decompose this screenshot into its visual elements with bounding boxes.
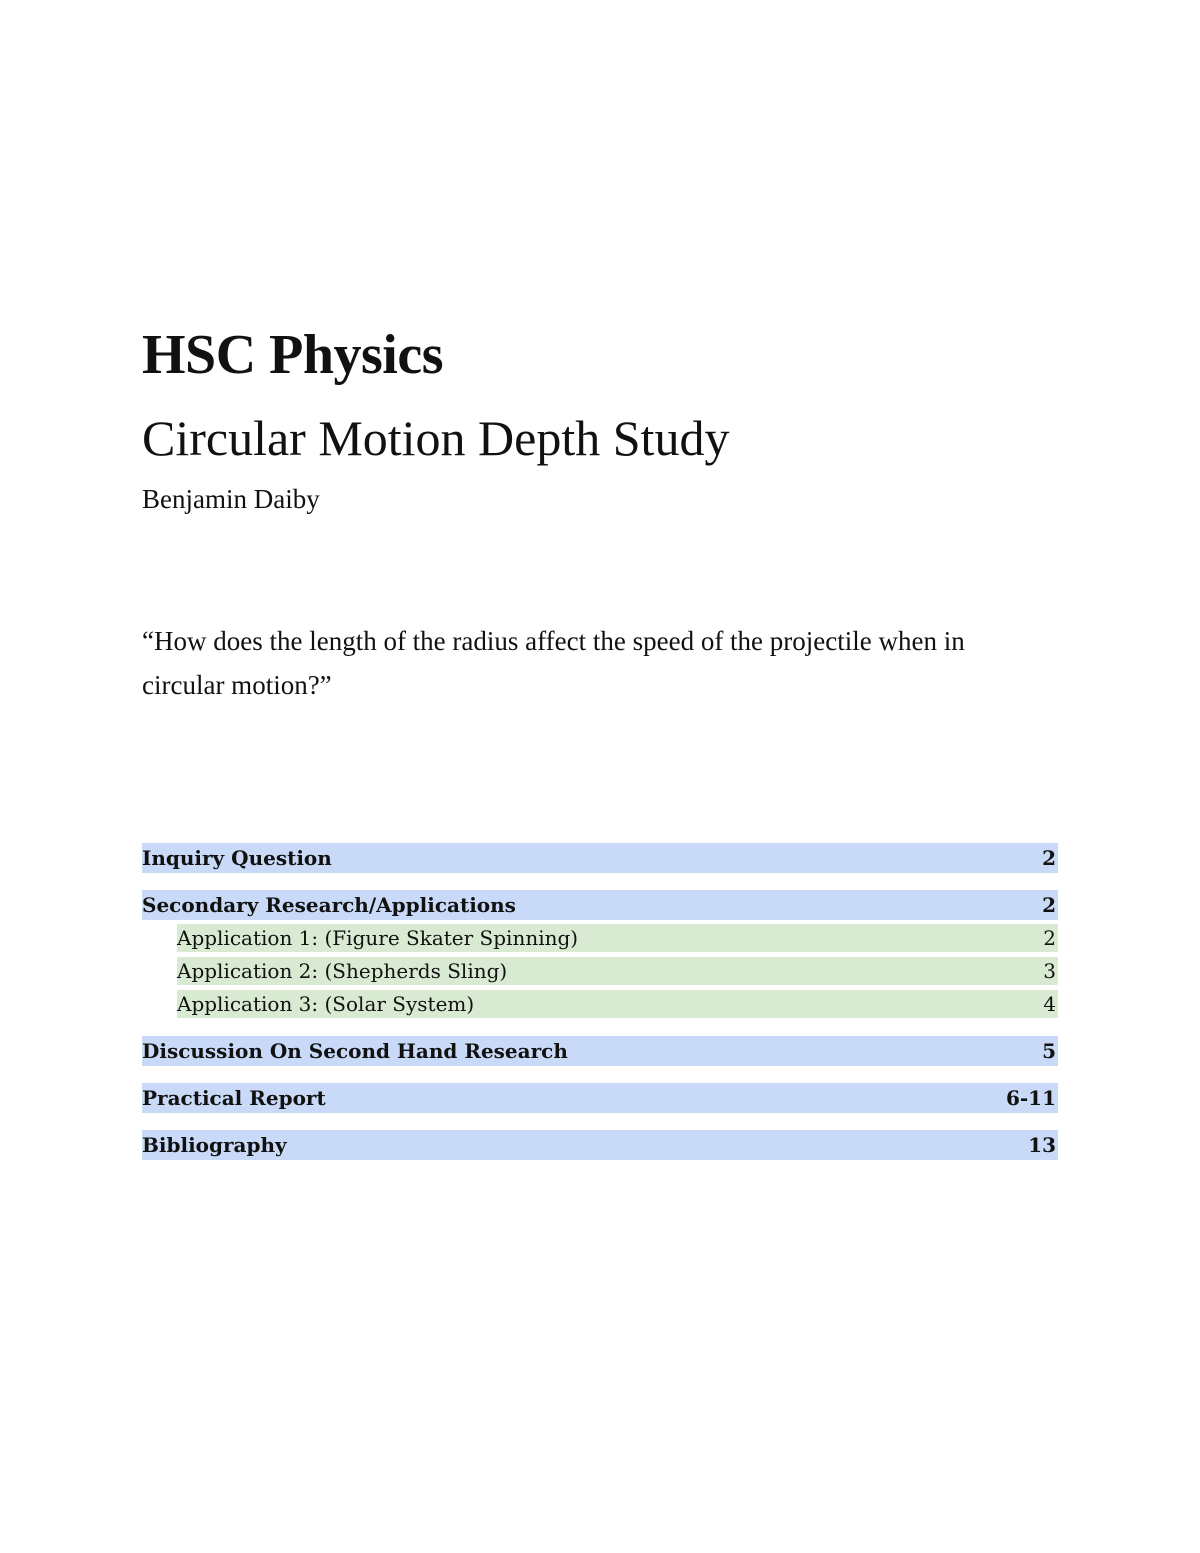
toc-entry-page: 2 <box>1043 926 1056 950</box>
toc-entry-page: 2 <box>1042 846 1056 870</box>
toc-entry-label: Discussion On Second Hand Research <box>142 1039 568 1063</box>
table-of-contents <box>142 843 1058 1160</box>
toc-entry-application-2[interactable] <box>177 957 1058 985</box>
toc-entry-application-1[interactable] <box>177 924 1058 952</box>
document-subtitle: Circular Motion Depth Study <box>142 410 730 466</box>
toc-entry-secondary-research[interactable] <box>142 890 1058 920</box>
toc-entry-label: Application 3: (Solar System) <box>177 992 475 1016</box>
toc-entry-page: 13 <box>1028 1133 1056 1157</box>
document-title: HSC Physics <box>142 324 443 386</box>
toc-entry-page: 3 <box>1043 959 1056 983</box>
toc-entry-bibliography[interactable] <box>142 1130 1058 1160</box>
toc-entry-page: 6-11 <box>1005 1086 1056 1110</box>
toc-entry-label: Practical Report <box>142 1086 326 1110</box>
toc-entry-page: 4 <box>1043 992 1056 1016</box>
toc-entry-page: 2 <box>1042 893 1056 917</box>
document-author: Benjamin Daiby <box>142 484 320 514</box>
toc-entry-label: Bibliography <box>142 1133 287 1157</box>
toc-entry-label: Application 2: (Shepherds Sling) <box>177 959 508 983</box>
toc-entry-page: 5 <box>1042 1039 1056 1063</box>
inquiry-question-text: “How does the length of the radius affect the speed of the projectile when in circular motion?” <box>142 626 965 700</box>
toc-entry-practical-report[interactable] <box>142 1083 1058 1113</box>
toc-entry-label: Secondary Research/Applications <box>142 893 516 917</box>
toc-entry-label: Inquiry Question <box>142 846 332 870</box>
toc-entry-inquiry-question[interactable] <box>142 843 1058 873</box>
toc-entry-discussion[interactable] <box>142 1036 1058 1066</box>
toc-entry-label: Application 1: (Figure Skater Spinning) <box>177 926 579 950</box>
toc-entry-application-3[interactable] <box>177 990 1058 1018</box>
